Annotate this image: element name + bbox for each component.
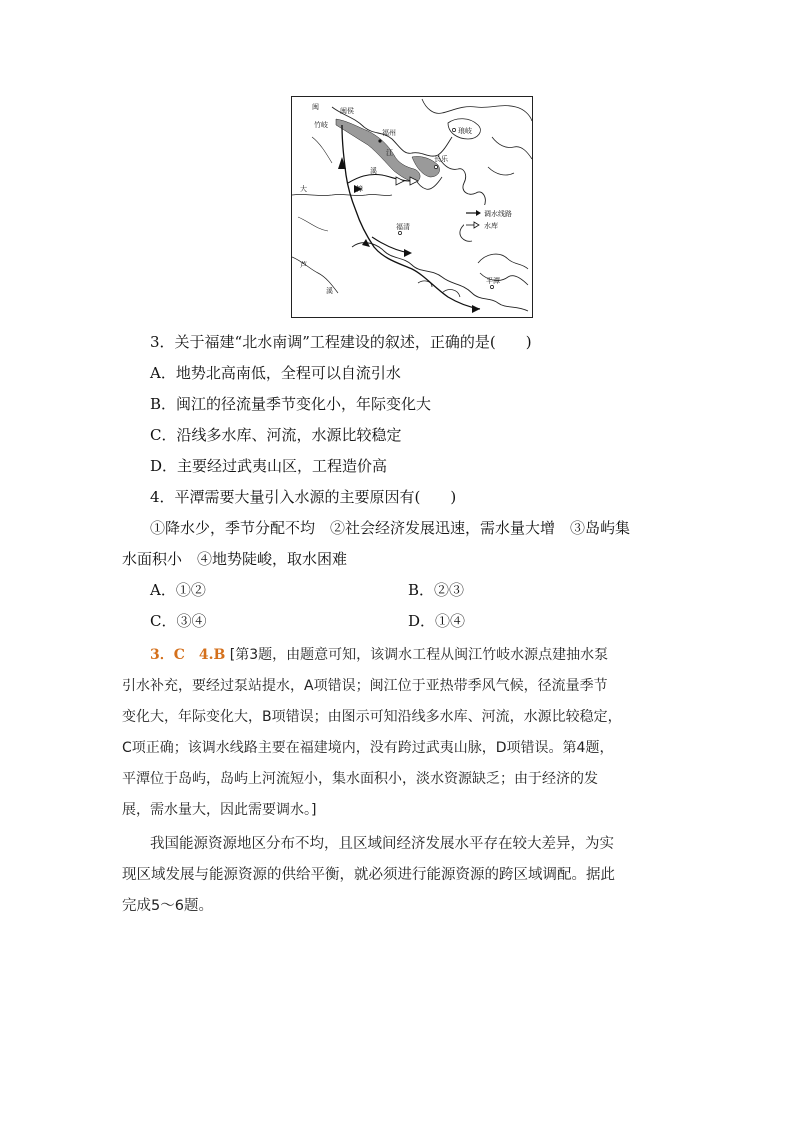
- answer-explanation-1: [第3题，由题意可知，该调水工程从闽江竹岐水源点建抽水泵: [229, 647, 609, 663]
- question-4-items-line1: ①降水少，季节分配不均 ②社会经济发展迅速，需水量大增 ③岛屿集: [150, 519, 631, 537]
- answer-explanation-6: 展，需水量大，因此需要调水。]: [122, 802, 317, 818]
- legend-reservoir-label: 水库: [484, 222, 498, 230]
- intro-line-1: 我国能源资源地区分布不均，且区域间经济发展水平存在较大差异，为实: [150, 836, 614, 852]
- answer-line-1: [150, 645, 608, 665]
- town-dot-changle: [434, 165, 437, 168]
- answer-explanation-4: C项正确；该调水线路主要在福建境内，没有跨过武夷山脉，D项错误。第4题，: [122, 740, 614, 756]
- question-3-option-a: A．地势北高南低，全程可以自流引水: [150, 364, 401, 382]
- town-dot-pingtan: [490, 285, 493, 288]
- question-4-option-c: C．③④: [150, 612, 207, 630]
- north-land: [422, 99, 532, 121]
- map-label-fuqing: 福清: [396, 223, 410, 231]
- question-4-option-d: D．①④: [408, 612, 466, 630]
- river-dazhang: [292, 194, 392, 195]
- question-3-stem: 3．关于福建“北水南调”工程建设的叙述，正确的是( ): [150, 333, 532, 351]
- answer-key: 3．C 4.B: [150, 647, 226, 663]
- map-label-minhou: 闽侯: [340, 107, 354, 115]
- map-label-changle: 长乐: [434, 155, 448, 163]
- map-label-xi: 溪: [370, 167, 377, 175]
- question-4-stem: 4．平潭需要大量引入水源的主要原因有( ): [150, 488, 457, 506]
- town-dot-fuzhou: [378, 139, 381, 142]
- legend-route-label: 调水线路: [484, 210, 512, 218]
- town-dot-langqi: [452, 128, 455, 131]
- reservoir-marker: [396, 177, 404, 185]
- route-arrowhead: [404, 249, 412, 257]
- intro-line-3: 完成5～6题。: [122, 898, 213, 914]
- map-figure: [291, 96, 533, 318]
- question-3-option-b: B．闽江的径流量季节变化小，年际变化大: [150, 395, 432, 413]
- intro-line-2: 现区域发展与能源资源的供给平衡，就必须进行能源资源的跨区域调配。据此: [122, 867, 615, 883]
- coastline-south: [352, 243, 528, 311]
- map-label-zhuqi: 竹岐: [314, 121, 328, 129]
- map-label-langqi: 琅岐: [458, 127, 472, 135]
- route-main: [342, 125, 480, 309]
- town-dot-fuqing: [398, 231, 401, 234]
- answer-explanation-5: 平潭位于岛屿，岛屿上河流短小，集水面积小，淡水资源缺乏；由于经济的发: [122, 771, 598, 787]
- answer-explanation-2: 引水补充，要经过泵站提水，A项错误；闽江位于亚热带季风气候，径流量季节: [122, 678, 608, 694]
- map-label-xi2: 溪: [326, 287, 333, 295]
- question-3-option-d: D．主要经过武夷山区，工程造价高: [150, 457, 388, 475]
- question-4-option-a: A．①②: [150, 581, 206, 599]
- east-land: [488, 137, 532, 175]
- map-label-jiang: 江: [386, 149, 393, 157]
- min-river: [336, 119, 420, 181]
- question-3-option-c: C．沿线多水库、河流，水源比较稳定: [150, 426, 402, 444]
- map-legend: [464, 205, 528, 231]
- route-arrowhead: [472, 305, 480, 313]
- question-4-option-b: B．②③: [408, 581, 465, 599]
- map-label-da: 大: [300, 185, 307, 193]
- map-label-fuzhou: 福州: [382, 129, 396, 137]
- map-label-pingtan: 平潭: [486, 277, 500, 285]
- map-svg: [292, 97, 532, 317]
- question-4-items-line2: 水面积小 ④地势陡峻，取水困难: [122, 550, 348, 568]
- river-tributary: [298, 137, 332, 231]
- answer-explanation-3: 变化大，年际变化大，B项错误；由图示可知沿线多水库、河流，水源比较稳定，: [122, 709, 622, 725]
- map-label-zhang: 樟: [356, 185, 363, 193]
- map-label-lu: 芦: [300, 261, 307, 269]
- map-label-min: 闽: [312, 103, 319, 111]
